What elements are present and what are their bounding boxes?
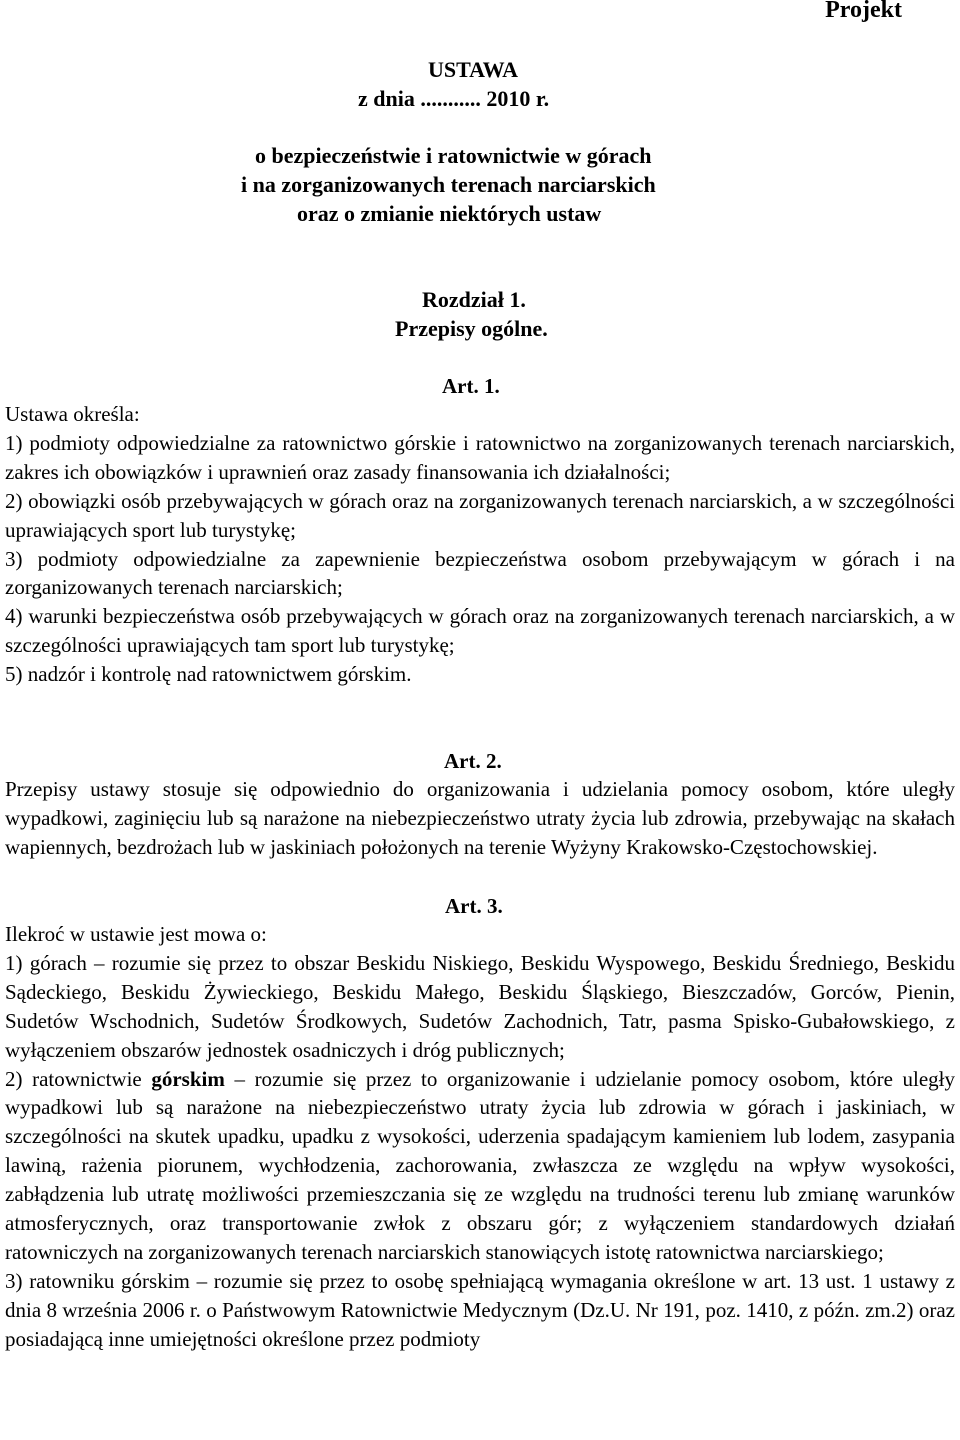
act-subject-line-1: o bezpieczeństwie i ratownictwie w górach bbox=[255, 143, 652, 168]
chapter-number: Rozdział 1. bbox=[422, 287, 526, 312]
art3-heading: Art. 3. bbox=[445, 894, 503, 918]
art3-item-2-bold: górskim bbox=[151, 1066, 225, 1091]
art1-body bbox=[5, 400, 955, 689]
art1-item-5: 5) nadzór i kontrolę nad ratownictwem górskim. bbox=[5, 662, 412, 687]
art3-item-2 bbox=[5, 1065, 955, 1267]
art3-item-1: 1) górach – rozumie się przez to obszar Beskidu Niskiego, Beskidu Wyspowego, Beskidu Średniego, Beskidu Sądeckiego, Beskidu Żywieckiego, Beskidu Małego, Beskidu Śląskiego, Bieszczadów, Gorców, Pienin, Sudetów Wschodnich, Sudetów Środkowych, Sudetów Zachodnich, Tatr, pasma Spisko-Gubałowskiego, z wyłączeniem obszarów jednostek osadniczych i dróg publicznych; bbox=[5, 950, 955, 1062]
act-subject-line-3: oraz o zmianie niektórych ustaw bbox=[297, 201, 602, 226]
art3-item-2-rest: – rozumie się przez to organizowanie i udzielanie pomocy osobom, które uległy wypadkowi lub są narażone na niebezpieczeństwo utraty życia lub zdrowia w górach i jaskiniach, w szczególności na skutek upadku, upadku z wysokości, uderzenia spadającym kamieniem lub lodem, zasypania lawiną, rażenia piorunem, wychłodzenia, zachorowania, zwłaszcza ze względu na wpływ wysokości, zabłądzenia lub utratę możliwości przemieszczania się ze względu na trudności terenu lub zmianę warunków atmosferycznych, oraz transportowanie zwłok z obszaru gór; z wyłączeniem standardowych działań ratowniczych na zorganizowanych terenach narciarskich stanowiących istotę ratownictwa narciarskiego; bbox=[5, 1066, 955, 1264]
projekt-label: Projekt bbox=[825, 0, 902, 23]
art3-body bbox=[5, 920, 955, 1354]
act-date: z dnia ........... 2010 r. bbox=[358, 86, 550, 111]
art2-text: Przepisy ustawy stosuje się odpowiednio do organizowania i udzielania pomocy osobom, które uległy wypadkowi, zaginięciu lub są narażone na niebezpieczeństwo utraty życia lub zdrowia, przebywając na skałach wapiennych, bezdrożach lub w jaskiniach położonych na terenie Wyżyny Krakowsko-Częstochowskiej. bbox=[5, 777, 955, 859]
art2-body bbox=[5, 775, 955, 862]
art2-heading: Art. 2. bbox=[444, 749, 502, 773]
art1-heading: Art. 1. bbox=[442, 374, 500, 398]
art3-item-2-prefix: 2) ratownictwie bbox=[5, 1066, 152, 1091]
art1-item-2: 2) obowiązki osób przebywających w górach oraz na zorganizowanych terenach narciarskich, a w szczególności uprawiających sport lub turystykę; bbox=[5, 488, 955, 542]
act-title: USTAWA bbox=[428, 57, 519, 82]
art1-item-4: 4) warunki bezpieczeństwa osób przebywających w górach oraz na zorganizowanych terenach narciarskich, a w szczególności uprawiających tam sport lub turystykę; bbox=[5, 604, 955, 658]
art1-item-3: 3) podmioty odpowiedzialne za zapewnienie bezpieczeństwa osobom przebywającym w górach i na zorganizowanych terenach narciarskich; bbox=[5, 546, 955, 600]
chapter-title: Przepisy ogólne. bbox=[395, 316, 548, 341]
art3-intro: Ilekroć w ustawie jest mowa o: bbox=[5, 922, 267, 946]
art3-item-3: 3) ratowniku górskim – rozumie się przez to osobę spełniającą wymagania określone w art. 13 ust. 1 ustawy z dnia 8 września 2006 r. o Państwowym Ratownictwie Medycznym (Dz.U. Nr 191, poz. 1410, z późn. zm.2) oraz posiadającą inne umiejętności określone przez podmioty bbox=[5, 1268, 955, 1351]
art1-item-1: 1) podmioty odpowiedzialne za ratownictwo górskie i ratownictwo na zorganizowanych terenach narciarskich, zakres ich obowiązków i uprawnień oraz zasady finansowania ich działalności; bbox=[5, 430, 955, 484]
act-subject-line-2: i na zorganizowanych terenach narciarskich bbox=[241, 172, 656, 197]
art1-intro: Ustawa określa: bbox=[5, 402, 140, 426]
